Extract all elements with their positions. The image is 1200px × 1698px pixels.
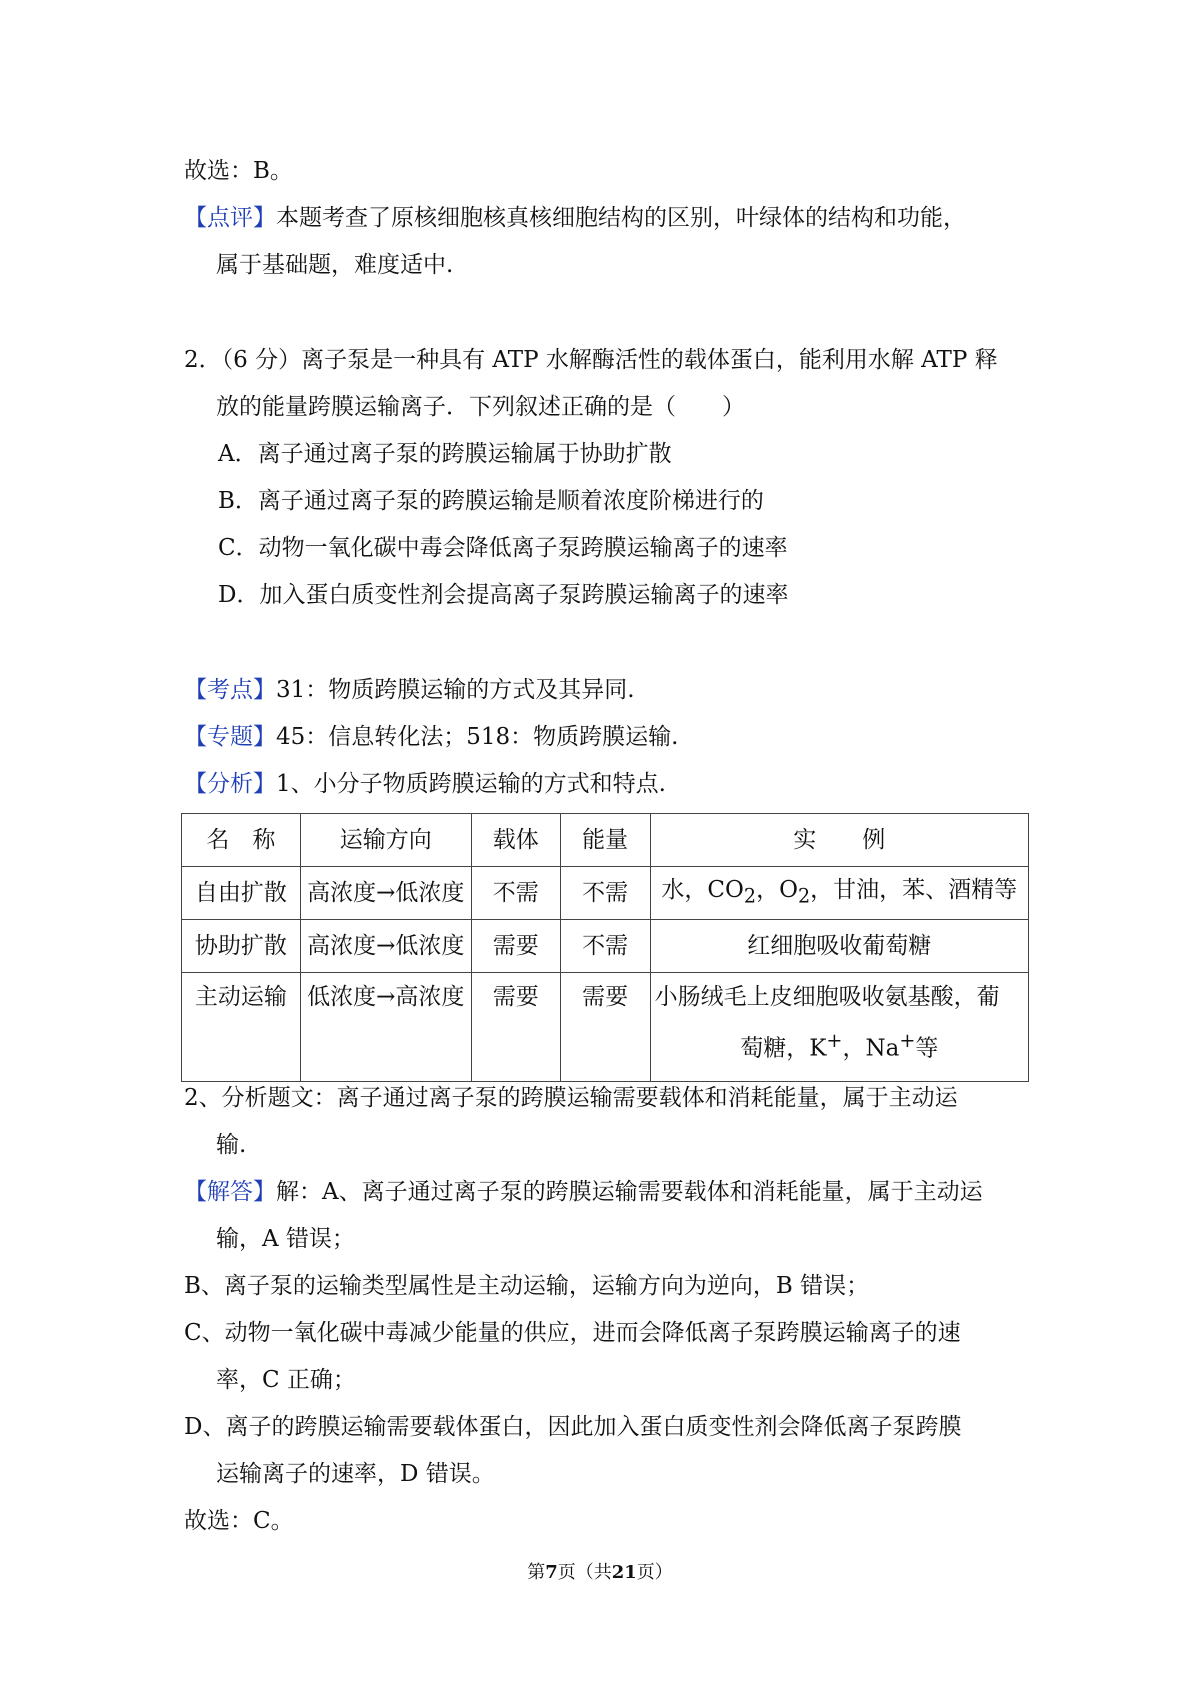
table-cell [650,867,1028,920]
table-cell: 红细胞吸收葡萄糖 [650,920,1028,973]
kaodian-line [184,674,635,706]
table-row [182,920,1029,973]
table-cell: 高浓度→低浓度 [300,920,471,973]
superscript: + [826,1029,843,1052]
transport-table [181,813,1029,1082]
kaodian-text: 31：物质跨膜运输的方式及其异同. [276,677,635,703]
table-cell: 需要 [471,920,560,973]
table-row [182,973,1029,1082]
jieda-line6: D、离子的跨膜运输需要载体蛋白，因此加入蛋白质变性剂会降低离子泵跨膜 [184,1414,962,1440]
cell-text: ，甘油，苯、酒精等 [810,876,1018,903]
fenxi-line [184,768,666,800]
prev-review-line2: 属于基础题，难度适中. [216,252,454,278]
cell-text: 萄糖，K [740,1035,827,1062]
fenxi-tag: 【分析】 [184,771,276,797]
footer-text: 页（共 [557,1562,612,1583]
table-cell: 不需 [560,920,650,973]
table-header: 运输方向 [300,814,471,867]
fenxi-text: 1、小分子物质跨膜运输的方式和特点. [276,771,666,797]
table-cell: 不需 [471,867,560,920]
zhuanti-text: 45：信息转化法；518：物质跨膜运输. [276,724,679,750]
zhuanti-tag: 【专题】 [184,724,276,750]
superscript: + [899,1029,916,1052]
cell-text: 等 [915,1035,939,1062]
page-number: 7 [545,1562,558,1583]
jieda-line1 [184,1176,983,1208]
table-cell: 协助扩散 [182,920,301,973]
cell-text: ，Na [842,1035,900,1062]
prev-answer: 故选：B。 [184,158,293,184]
subscript: 2 [797,884,811,908]
review-tag: 【点评】 [184,205,276,231]
table-cell: 需要 [471,973,560,1082]
cell-text: ，O [756,876,798,903]
table-header: 名 称 [182,814,301,867]
zhuanti-line [184,721,678,753]
table-header: 实 例 [650,814,1028,867]
jieda-line3: B、离子泵的运输类型属性是主动运输，运输方向为逆向，B 错误； [184,1273,870,1299]
cell-line [655,1013,1024,1065]
footer-text: 页） [636,1562,673,1583]
option-b: B．离子通过离子泵的跨膜运输是顺着浓度阶梯进行的 [218,488,764,514]
table-cell: 不需 [560,867,650,920]
table-header: 能量 [560,814,650,867]
total-pages: 21 [611,1562,637,1583]
table-header-row [182,814,1029,867]
option-d: D．加入蛋白质变性剂会提高离子泵跨膜运输离子的速率 [218,582,789,608]
jieda-text: 解：A、离子通过离子泵的跨膜运输需要载体和消耗能量，属于主动运 [276,1179,983,1205]
table-cell [650,973,1028,1082]
table-cell: 需要 [560,973,650,1082]
cell-line: 小肠绒毛上皮细胞吸收氨基酸，葡 [654,984,1000,1010]
table-cell: 高浓度→低浓度 [300,867,471,920]
option-c: C．动物一氧化碳中毒会降低离子泵跨膜运输离子的速率 [218,535,788,561]
kaodian-tag: 【考点】 [184,677,276,703]
prev-review-line1 [184,202,966,234]
table-header: 载体 [471,814,560,867]
footer-text: 第 [527,1562,546,1583]
fenxi-p2-line1: 2、分析题文：离子通过离子泵的跨膜运输需要载体和消耗能量，属于主动运 [184,1085,958,1111]
table-row [182,867,1029,920]
subscript: 2 [743,884,757,908]
table-cell: 低浓度→高浓度 [300,973,471,1082]
question-stem-line1: 2．（6 分）离子泵是一种具有 ATP 水解酶活性的载体蛋白，能利用水解 ATP 释 [184,347,998,373]
jieda-line2: 输，A 错误； [216,1226,355,1252]
table-cell: 主动运输 [182,973,301,1082]
cell-text: 水，CO [661,876,744,903]
review-text: 本题考查了原核细胞核真核细胞结构的区别，叶绿体的结构和功能， [276,205,966,231]
jieda-line7: 运输离子的速率，D 错误。 [216,1461,495,1487]
jieda-line5: 率，C 正确； [216,1367,356,1393]
jieda-line4: C、动物一氧化碳中毒减少能量的供应，进而会降低离子泵跨膜运输离子的速 [184,1320,961,1346]
final-answer: 故选：C。 [184,1508,294,1534]
jieda-tag: 【解答】 [184,1179,276,1205]
table-cell: 自由扩散 [182,867,301,920]
fenxi-p2-line2: 输. [216,1132,247,1158]
option-a: A．离子通过离子泵的跨膜运输属于协助扩散 [218,441,672,467]
page-footer [0,1558,1200,1584]
question-stem-line2: 放的能量跨膜运输离子．下列叙述正确的是（ ） [216,394,745,420]
